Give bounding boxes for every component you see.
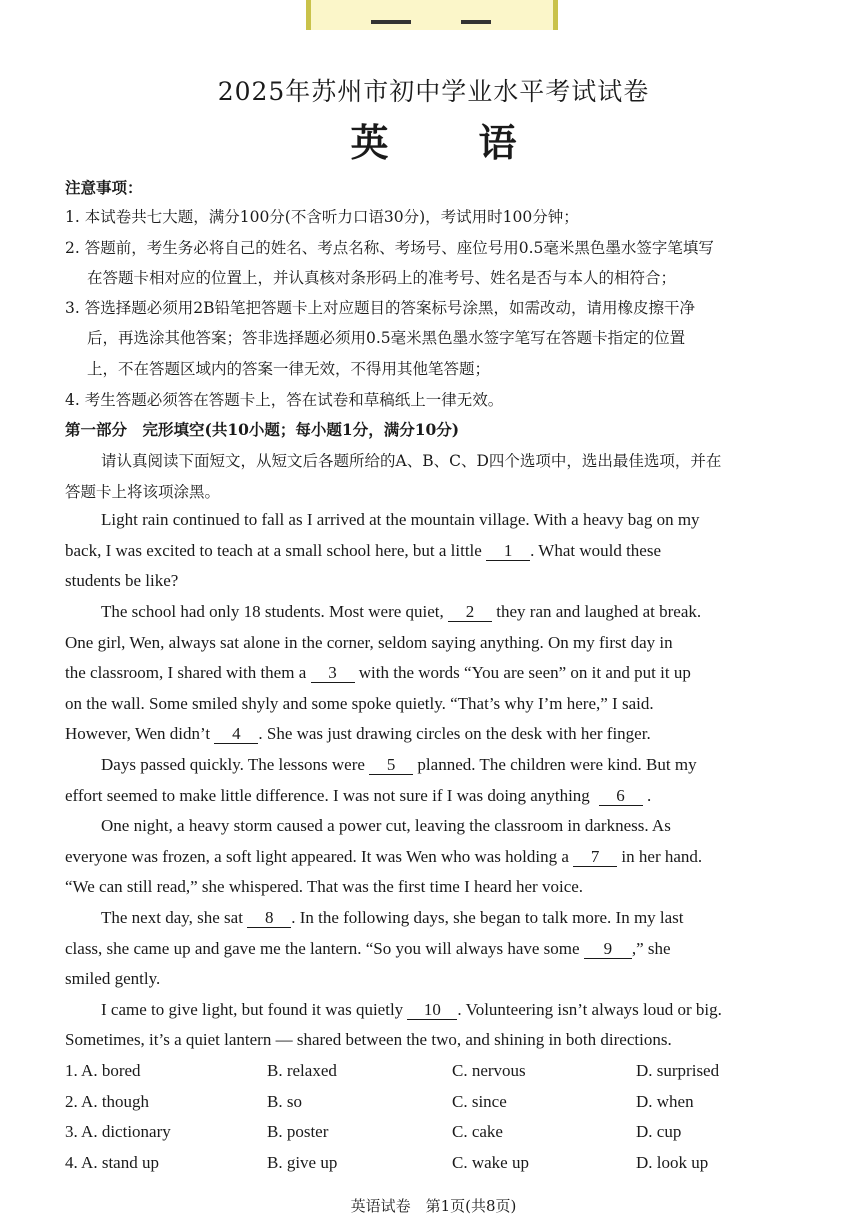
passage-line: students be like?	[65, 571, 179, 590]
passage-line: on the wall. Some smiled shyly and some spoke quietly. “That’s why I’m here,” I said.	[65, 694, 654, 713]
option-b: B. poster	[267, 1122, 329, 1141]
passage-line: I came to give light, but found it was quietly 10 . Volunteering isn’t always loud or big.	[101, 1000, 722, 1019]
notice-item: 在答题卡相对应的位置上，并认真核对条形码上的准考号、姓名是否与本人的相符合；	[87, 269, 677, 287]
option-row	[65, 1122, 805, 1144]
option-b: B. so	[267, 1092, 302, 1111]
passage-line: effort seemed to make little difference. I was not sure if I was doing anything 6 .	[65, 786, 652, 805]
option-d: D. when	[636, 1092, 694, 1111]
notice-item: 1. 本试卷共七大题，满分100分(不含听力口语30分)，考试用时100分钟；	[65, 208, 579, 226]
part-one-heading: 第一部分 完形填空(共10小题；每小题1分，满分10分)	[65, 420, 460, 439]
option-d: D. look up	[636, 1153, 709, 1172]
blank-4: 4	[214, 725, 258, 744]
passage-line: However, Wen didn’t 4 . She was just drawing circles on the desk with her finger.	[65, 724, 651, 743]
passage-line: “We can still read,” she whispered. That was the first time I heard her voice.	[65, 877, 584, 896]
passage-line: Light rain continued to fall as I arrived at the mountain village. With a heavy bag on my	[101, 510, 700, 529]
notice-item: 后，再选涂其他答案；答非选择题必须用0.5毫米黑色墨水签字笔写在答题卡指定的位置	[87, 329, 686, 347]
notice-item: 上，不在答题区域内的答案一律无效，不得用其他笔答题；	[87, 360, 491, 378]
passage-line: back, I was excited to teach at a small school here, but a little 1 . What would these	[65, 541, 662, 560]
passage-line: smiled gently.	[65, 969, 161, 988]
option-d: D. cup	[636, 1122, 682, 1141]
passage-line: Days passed quickly. The lessons were 5 planned. The children were kind. But my	[101, 755, 697, 774]
option-a: 4. A. stand up	[65, 1153, 159, 1172]
option-c: C. since	[452, 1092, 507, 1111]
blank-5: 5	[369, 756, 413, 775]
instruction-line: 答题卡上将该项涂黑。	[65, 483, 221, 501]
blank-1: 1	[486, 542, 530, 561]
option-row	[65, 1153, 805, 1175]
option-c: C. cake	[452, 1122, 503, 1141]
passage-line: Sometimes, it’s a quiet lantern — shared between the two, and shining in both directions.	[65, 1030, 672, 1049]
passage-line: The school had only 18 students. Most were quiet, 2 they ran and laughed at break.	[101, 602, 702, 621]
notice-item: 3. 答选择题必须用2B铅笔把答题卡上对应题目的答案标号涂黑，如需改动，请用橡皮擦干净	[65, 299, 695, 317]
option-a: 3. A. dictionary	[65, 1122, 171, 1141]
passage-line: class, she came up and gave me the lantern. “So you will always have some 9 ,” she	[65, 939, 671, 958]
blank-10: 10	[407, 1001, 457, 1020]
notice-item: 2. 答题前，考生务必将自己的姓名、考点名称、考场号、座位号用0.5毫米黑色墨水签字笔填写	[65, 239, 714, 257]
option-d: D. surprised	[636, 1061, 720, 1080]
passage-line: the classroom, I shared with them a 3 with the words “You are seen” on it and put it up	[65, 663, 691, 682]
option-b: B. give up	[267, 1153, 338, 1172]
passage-line: The next day, she sat 8 . In the following days, she began to talk more. In my last	[101, 908, 684, 927]
notice-heading: 注意事项：	[65, 178, 143, 197]
blank-8: 8	[247, 909, 291, 928]
option-c: C. wake up	[452, 1153, 529, 1172]
passage-line: everyone was frozen, a soft light appeared. It was Wen who was holding a 7 in her hand.	[65, 847, 703, 866]
blank-9: 9	[584, 940, 632, 959]
option-a: 1. A. bored	[65, 1061, 141, 1080]
instruction-line: 请认真阅读下面短文，从短文后各题所给的A、B、C、D四个选项中，选出最佳选项，并在	[101, 452, 722, 470]
option-a: 2. A. though	[65, 1092, 150, 1111]
blank-7: 7	[573, 848, 617, 867]
passage-line: One girl, Wen, always sat alone in the corner, seldom saying anything. On my first day in	[65, 633, 673, 652]
subject-title: 英语	[350, 120, 607, 165]
page-footer: 英语试卷 第1页(共8页)	[350, 1197, 517, 1215]
option-row	[65, 1092, 805, 1114]
passage-line: One night, a heavy storm caused a power cut, leaving the classroom in darkness. As	[101, 816, 671, 835]
notice-item: 4. 考生答题必须答在答题卡上，答在试卷和草稿纸上一律无效。	[65, 391, 504, 409]
option-row	[65, 1061, 805, 1083]
option-c: C. nervous	[452, 1061, 526, 1080]
blank-6: 6	[599, 787, 643, 806]
blank-2: 2	[448, 603, 492, 622]
blank-3: 3	[311, 664, 355, 683]
top-tab	[306, 0, 558, 30]
exam-title: 2025年苏州市初中学业水平考试试卷	[217, 77, 650, 106]
option-b: B. relaxed	[267, 1061, 337, 1080]
